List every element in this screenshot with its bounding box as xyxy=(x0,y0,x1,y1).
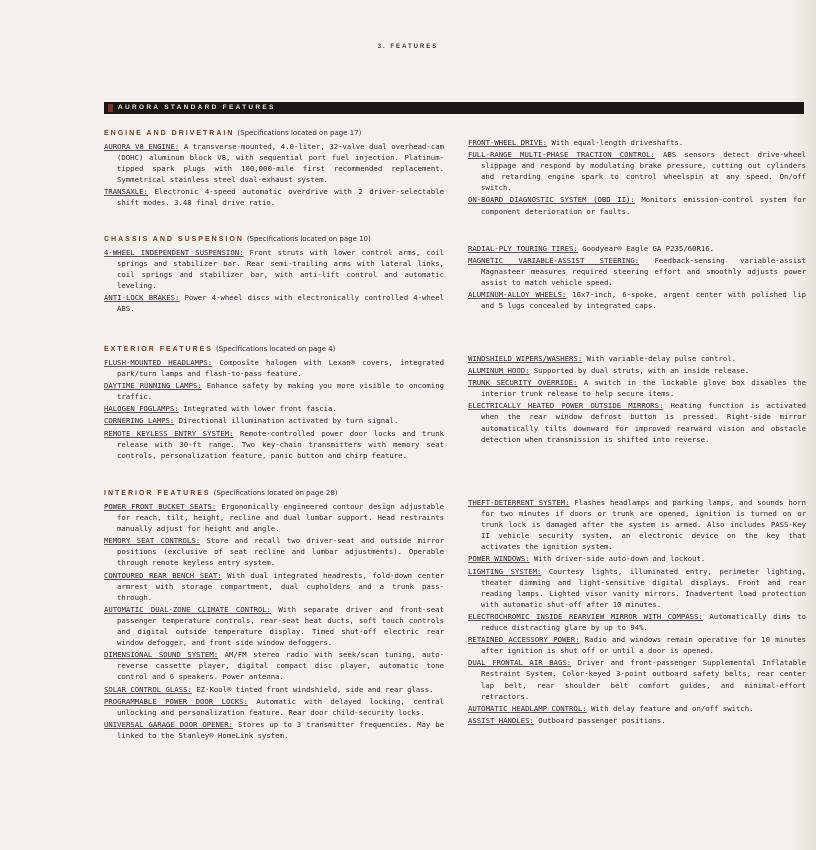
section-title-bar xyxy=(104,102,804,114)
section-right-block xyxy=(468,124,806,218)
feature-item xyxy=(104,357,444,379)
feature-item xyxy=(104,380,444,402)
feature-label: ALUMINUM-ALLOY WHEELS: xyxy=(468,290,567,300)
section-heading xyxy=(104,484,444,499)
feature-text: With driver-side auto-down and lockout. xyxy=(529,554,706,564)
feature-item xyxy=(104,428,444,461)
feature-item xyxy=(468,553,806,564)
feature-item xyxy=(468,715,806,726)
feature-item xyxy=(468,611,806,633)
feature-label: ALUMINUM HOOD: xyxy=(468,366,530,376)
feature-text: Automatically dims to reduce distracting glare by up to 94%. xyxy=(481,611,806,633)
feature-item xyxy=(468,137,806,148)
section-page-note: (Specifications located on page 10) xyxy=(246,235,371,243)
feature-label: POWER FRONT BUCKET SEATS: xyxy=(104,502,217,511)
feature-label: TRANSAXLE: xyxy=(104,187,148,197)
feature-item xyxy=(468,365,806,376)
section-right-block xyxy=(468,340,806,446)
feature-text: Front struts with lower control arms, coil springs and stabilizer bar. Rear semi-trailing arms with lateral links, coil springs and stabilizer bar, with anti-lift control and automatic leveling. xyxy=(117,248,444,291)
section-title: INTERIOR FEATURES xyxy=(104,490,211,497)
feature-text: With separate driver and front-seat passenger temperature controls, rear-seat heat ducts, soft touch controls and digital outside temperature display. Timed shut-off electric rear window defogger, and front side window defoggers. xyxy=(117,604,445,648)
feature-item xyxy=(104,415,444,426)
feature-item xyxy=(104,501,444,534)
feature-text: Heating function is activated when the rear window defrost button is pressed. Right-side mirror automatically tilts downward for improved rearward vision and obstacle detection when transmission is shifted into reverse. xyxy=(481,401,806,444)
section-right-block xyxy=(468,484,806,727)
section-page-note: (Specifications located on page 17) xyxy=(237,129,362,137)
feature-text: Store and recall two driver-seat and outside mirror positions (exclusive of seat recline and lumbar adjustments). Operable through remote keyless entry system. xyxy=(117,536,444,568)
feature-item xyxy=(104,684,444,695)
feature-text: Remote-controlled power door locks and trunk release with 30-ft range. Two key-chain transmitters with memory seat controls, personalization feature, panic button and chirp feature. xyxy=(117,428,444,460)
feature-label: FRONT-WHEEL DRIVE: xyxy=(468,138,548,147)
feature-text: Automatic with delayed locking, central unlocking and personalization feature. Rear door child-security locks. xyxy=(117,696,444,717)
feature-item xyxy=(104,186,444,208)
feature-label: 4-WHEEL INDEPENDENT SUSPENSION: xyxy=(104,248,244,257)
feature-text: Flashes headlamps and parking lamps, and sounds horn for two minutes if doors or trunk are opened, ignition is turned on or trunk lock is damaged after the system is armed. Also includes PASS-Key II vehicle security system, an electronic device on the key that activates the ignition system. xyxy=(481,498,806,552)
page-header: 3. FEATURES xyxy=(377,44,439,50)
feature-text: Integrated with lower front fascia. xyxy=(178,404,337,414)
feature-text: With variable-delay pulse control. xyxy=(582,354,736,363)
feature-text: With delay feature and on/off switch. xyxy=(586,703,754,713)
feature-item xyxy=(104,403,444,414)
section-right-block xyxy=(468,230,806,313)
section-title: ENGINE AND DRIVETRAIN xyxy=(104,130,235,137)
feature-text: Ergonomically engineered contour design adjustable for reach, tilt, height, recline and dual lumbar support. Head restraints manually adjust for height and angle. xyxy=(117,502,444,534)
feature-item xyxy=(468,194,806,216)
feature-text: ABS sensors detect drive-wheel slippage and respond by modulating brake pressure, cutting out cylinders and retarding engine spark to control wheelspin at any speed. On/off switch. xyxy=(481,150,806,193)
section-page-note: (Specifications located on page 28) xyxy=(213,489,338,497)
title-bar-label: AURORA STANDARD FEATURES xyxy=(118,104,276,111)
feature-text: Directional illumination activated by turn signal. xyxy=(174,416,399,426)
feature-item xyxy=(104,141,444,185)
feature-text: Courtesy lights, illuminated entry, perimeter lighting, theater dimming and light-sensitive digital displays. Front and rear reading lamps. Lighted visor vanity mirrors. Inadvertent load protection with automatic shut-off after 10 minutes. xyxy=(481,566,806,609)
feature-label: ELECTRICALLY HEATED POWER OUTSIDE MIRRORS: xyxy=(468,401,664,411)
feature-text: EZ-Kool® tinted front windshield, side and rear glass. xyxy=(191,684,434,694)
feature-text: 16x7-inch, 6-spoke, argent center with polished lip and 5 lugs concealed by integrated caps. xyxy=(481,290,806,311)
feature-label: HALOGEN FOGLAMPS: xyxy=(104,404,179,414)
feature-text: Enhance safety by making you more visible to oncoming traffic. xyxy=(117,381,444,402)
section-heading xyxy=(104,124,444,139)
feature-label: ANTI-LOCK BRAKES: xyxy=(104,293,180,303)
feature-item xyxy=(468,400,806,444)
feature-text: Stores up to 3 transmitter frequencies. May be linked to the Stanley® HomeLink system. xyxy=(117,719,444,740)
section-exterior-features xyxy=(104,340,444,462)
feature-item xyxy=(468,566,806,610)
feature-item xyxy=(468,657,806,701)
feature-label: FULL-RANGE MULTI-PHASE TRACTION CONTROL: xyxy=(468,150,655,160)
feature-item xyxy=(468,243,806,254)
feature-label: ASSIST HANDLES: xyxy=(468,715,534,725)
feature-text: Feedback-sensing variable-assist Magnasteer measures required steering effort and smoothly adjusts power assist to match vehicle speed. xyxy=(481,256,806,288)
feature-item xyxy=(468,353,806,364)
feature-item xyxy=(104,719,444,741)
feature-label: AUTOMATIC HEADLAMP CONTROL: xyxy=(468,703,587,713)
feature-label: ELECTROCHROMIC INSIDE REARVIEW MIRROR WITH COMPASS: xyxy=(468,611,703,621)
feature-item xyxy=(468,497,806,552)
feature-label: POWER WINDOWS: xyxy=(468,554,530,564)
section-title: CHASSIS AND SUSPENSION xyxy=(104,236,244,243)
feature-label: WINDSHIELD WIPERS/WASHERS: xyxy=(468,354,583,363)
feature-text: A transverse-mounted, 4.0-liter, 32-valve dual overhead-cam (DOHC) aluminum block V8, with sequential port fuel injection. Platinum-tipped spark plugs with 100,000-mile first recommended replacement. Symmetrical stainless steel dual-exhaust system. xyxy=(117,142,444,185)
feature-item xyxy=(468,377,806,399)
feature-item xyxy=(468,255,806,288)
feature-item xyxy=(468,703,806,714)
feature-label: ON-BOARD DIAGNOSTIC SYSTEM (OBD II): xyxy=(468,195,635,205)
section-page-note: (Specifications located on page 4) xyxy=(215,345,336,353)
feature-text: Radio and windows remain operative for 10 minutes after ignition is shut off or until a door is opened. xyxy=(481,635,806,656)
feature-text: Monitors emission-control system for component deterioration or faults. xyxy=(481,195,807,216)
section-title: EXTERIOR FEATURES xyxy=(104,346,213,353)
feature-text: Driver and front-passenger Supplemental Inflatable Restraint System. Color-keyed 3-point outboard safety belts, rear center lap belt, rear shoulder belt comfort guides, and minimal-effort retractors. xyxy=(481,658,806,701)
feature-text: Electronic 4-speed automatic overdrive with 2 driver-selectable shift modes. 3.48 final drive ratio. xyxy=(117,187,444,208)
feature-text: Composite halogen with Lexan® covers, integrated park/turn lamps and flash-to-pass feature. xyxy=(117,358,445,379)
feature-label: UNIVERSAL GARAGE DOOR OPENER: xyxy=(104,719,234,729)
feature-text: With dual integrated headrests, fold-down center armrest with storage compartment, dual cupholders and a trunk pass-through. xyxy=(117,570,444,602)
feature-item xyxy=(104,570,444,603)
feature-label: TRUNK SECURITY OVERRIDE: xyxy=(468,378,578,388)
feature-label: MEMORY SEAT CONTROLS: xyxy=(104,536,201,546)
section-heading xyxy=(104,340,444,355)
section-engine-and-drivetrain xyxy=(104,124,444,210)
feature-label: MAGNETIC VARIABLE-ASSIST STEERING: xyxy=(468,256,640,266)
feature-text: Goodyear® Eagle GA P235/60R16. xyxy=(577,244,715,253)
feature-label: REMOTE KEYLESS ENTRY SYSTEM: xyxy=(104,428,234,438)
feature-text: Outboard passenger positions. xyxy=(533,715,666,725)
feature-label: DIMENSIONAL SOUND SYSTEM: xyxy=(104,650,219,660)
feature-item xyxy=(104,649,444,682)
title-bar-accent xyxy=(108,104,113,112)
feature-item xyxy=(104,696,444,718)
feature-label: DAYTIME RUNNING LAMPS: xyxy=(104,381,202,391)
feature-text: With equal-length driveshafts. xyxy=(547,138,684,147)
feature-label: CONTOURED REAR BENCH SEAT: xyxy=(104,570,222,580)
feature-text: A switch in the lockable glove box disables the interior trunk release to help secure items. xyxy=(481,378,807,399)
feature-label: PROGRAMMABLE POWER DOOR LOCKS: xyxy=(104,696,248,706)
feature-label: DUAL FRONTAL AIR BAGS: xyxy=(468,658,572,668)
feature-label: CORNERING LAMPS: xyxy=(104,416,175,426)
feature-label: LIGHTING SYSTEM: xyxy=(468,566,542,576)
feature-item xyxy=(468,634,806,656)
feature-item xyxy=(104,604,444,648)
feature-item xyxy=(468,289,806,311)
section-interior-features xyxy=(104,484,444,742)
feature-item xyxy=(104,292,444,314)
feature-label: RETAINED ACCESSORY POWER: xyxy=(468,635,580,645)
feature-label: AURORA V8 ENGINE: xyxy=(104,142,180,151)
feature-item xyxy=(468,149,806,193)
feature-label: RADIAL-PLY TOURING TIRES: xyxy=(468,244,578,253)
feature-label: FLUSH-MOUNTED HEADLAMPS: xyxy=(104,358,213,367)
feature-item xyxy=(104,247,444,291)
feature-item xyxy=(104,535,444,568)
section-chassis-and-suspension xyxy=(104,230,444,316)
feature-label: SOLAR CONTROL GLASS: xyxy=(104,684,192,694)
feature-label: AUTOMATIC DUAL-ZONE CLIMATE CONTROL: xyxy=(104,604,272,614)
feature-text: AM/FM stereo radio with seek/scan tuning, auto-reverse cassette player, digital compact disc player, automatic tone control and 6 speakers. Power antenna. xyxy=(117,650,445,682)
feature-text: Power 4-wheel discs with electronically controlled 4-wheel ABS. xyxy=(117,293,444,314)
feature-text: Supported by dual struts, with an inside release. xyxy=(529,366,750,376)
feature-label: THEFT-DETERRENT SYSTEM: xyxy=(468,498,570,507)
section-heading xyxy=(104,230,444,245)
